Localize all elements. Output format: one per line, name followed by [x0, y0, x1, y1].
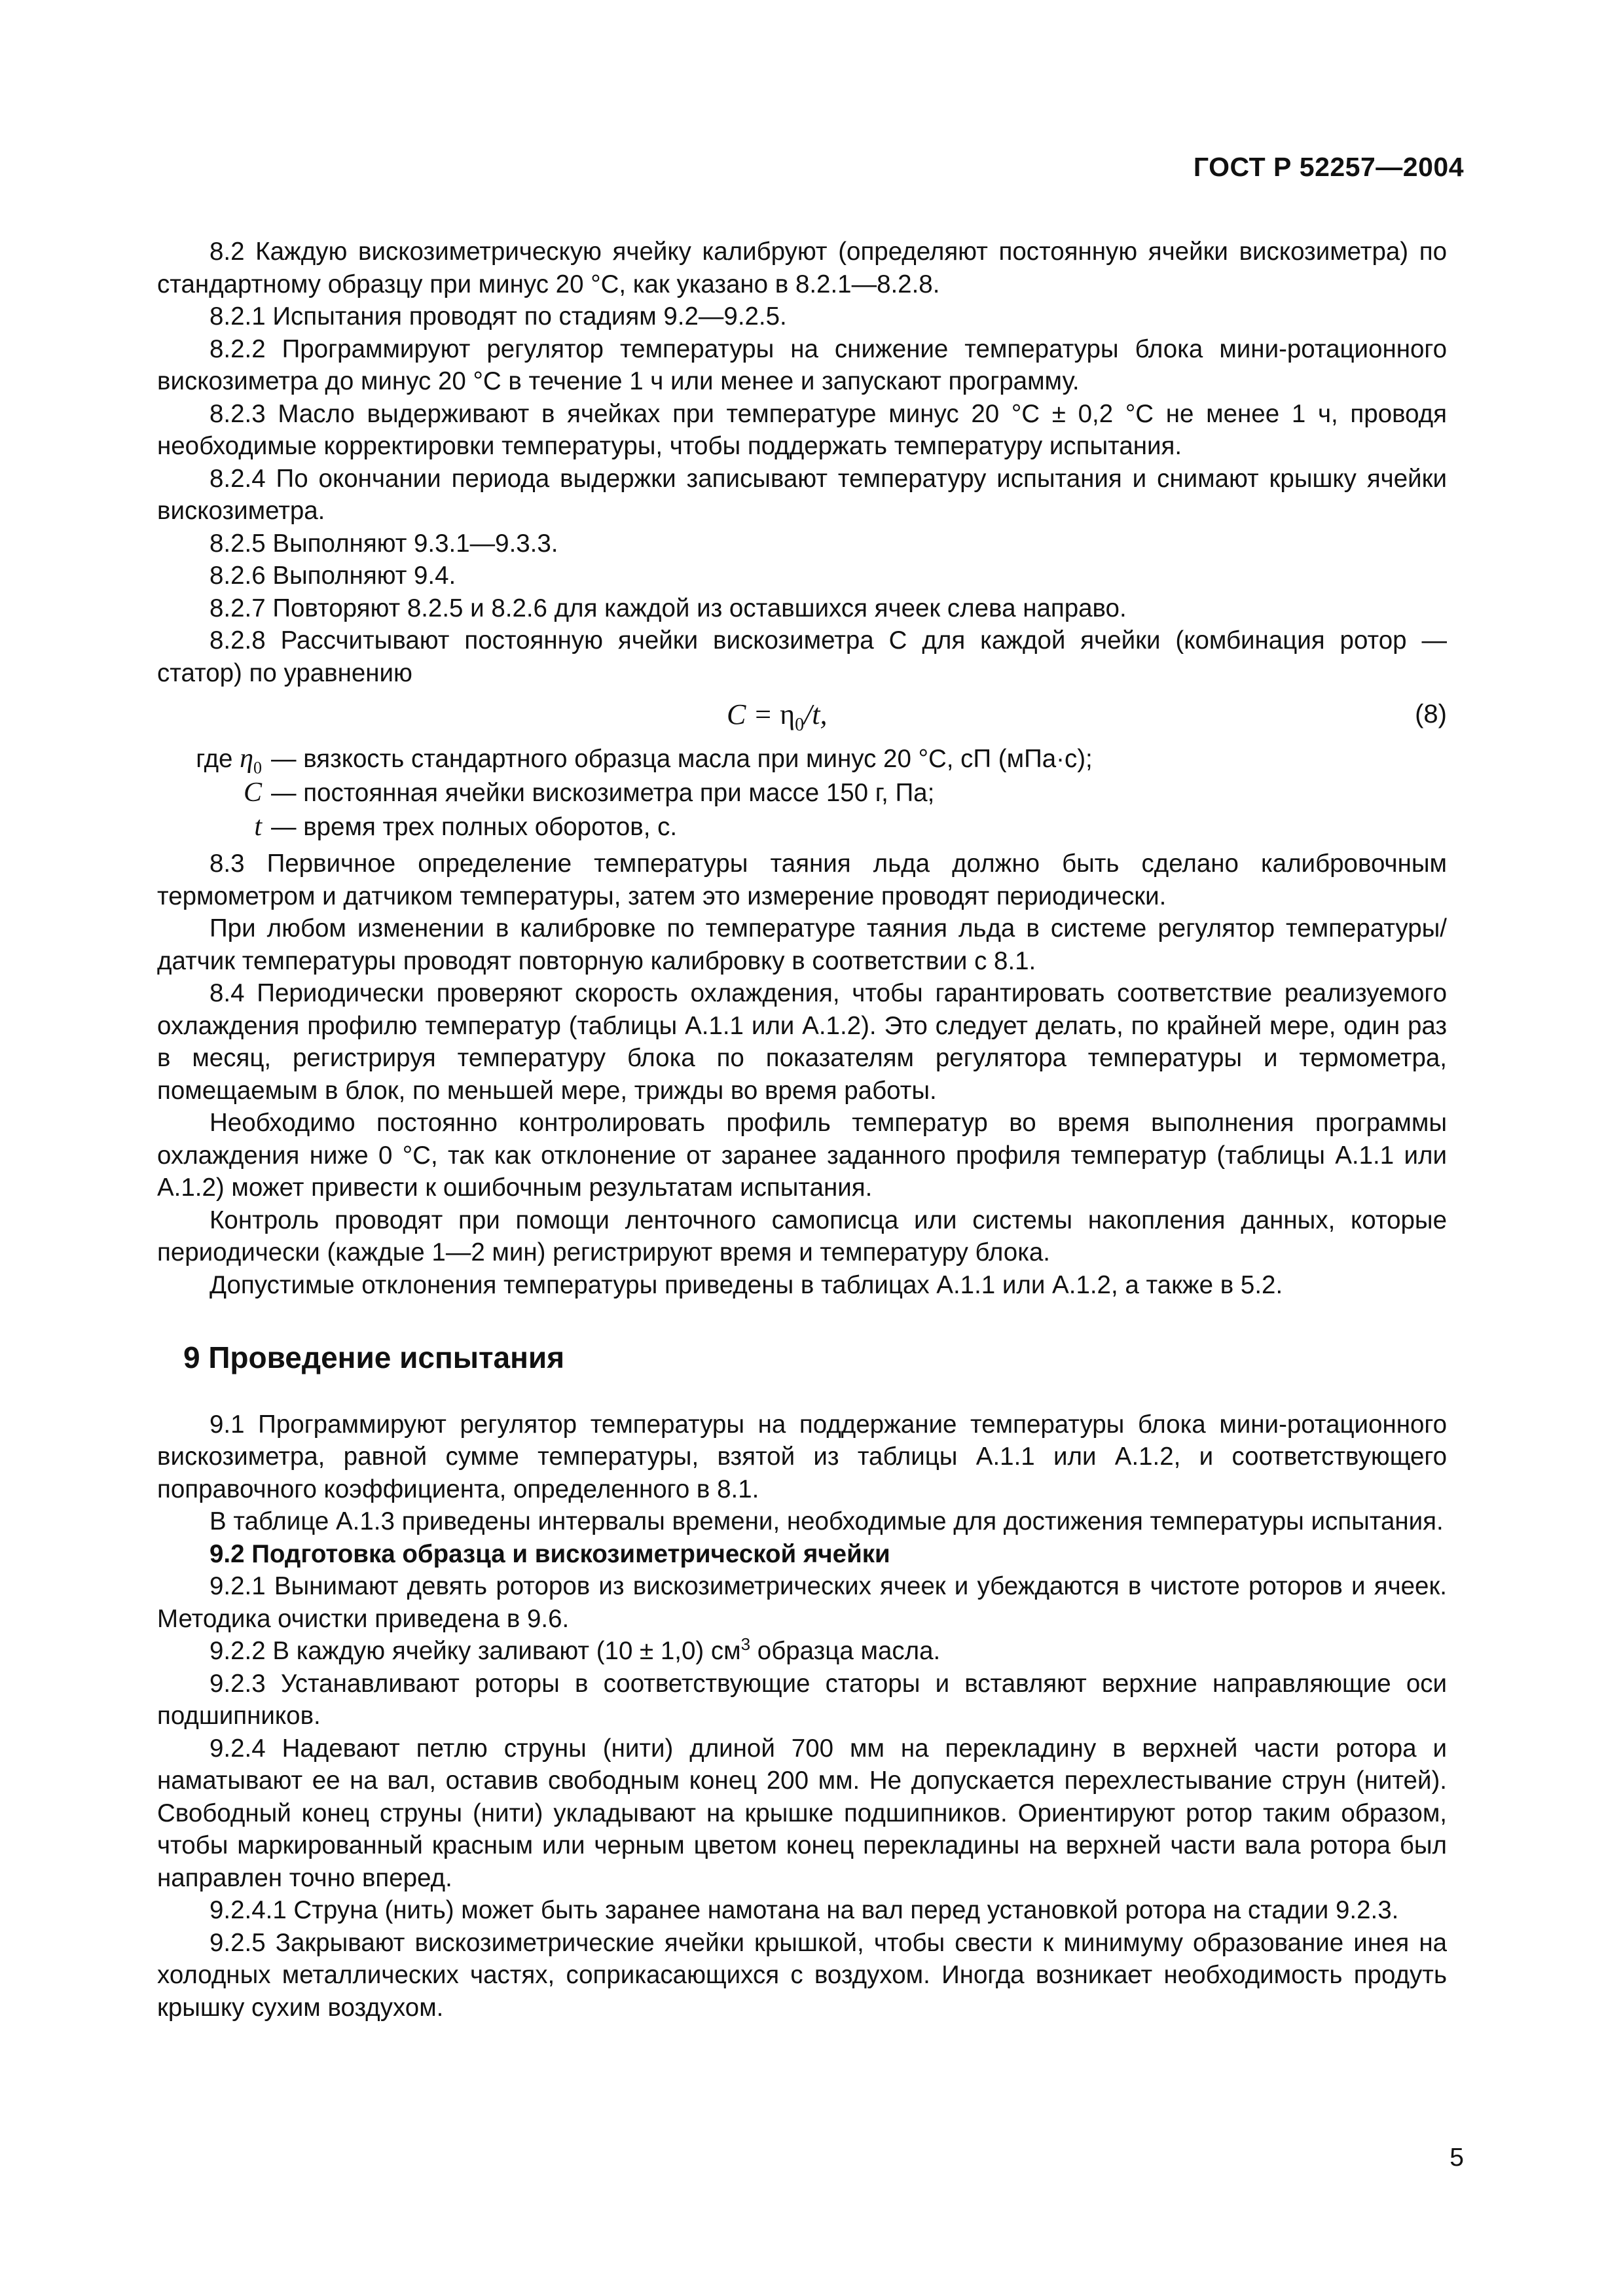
formula-rhs: /t, [804, 698, 828, 730]
paragraph: 8.2.2 Программируют регулятор температуры на снижение температуры блока мини-ротационного вискозиметра до минус 20 °C в течение 1 ч или менее и запускают программу. [157, 334, 1447, 395]
formula-eta: η [780, 698, 795, 730]
paragraph: 8.2.4 По окончании периода выдержки записывают температуру испытания и снимают крышку ячейки вискозиметра. [157, 464, 1447, 525]
paragraph [157, 1635, 1447, 1668]
definition-row [157, 811, 1447, 845]
paragraph: 9.2.5 Закрывают вискозиметрические ячейки крышкой, чтобы свести к минимуму образование инея на холодных металлических частях, соприкасающихся с воздухом. Иногда возникает необходимость продуть крышку сухим воздухом. [157, 1928, 1447, 2022]
symbol-t: t [254, 812, 262, 842]
paragraph: 9.2.4.1 Струна (нить) может быть заранее намотана на вал перед установкой ротора на стадии 9.2.3. [210, 1896, 1399, 1924]
variable-definitions [157, 743, 1447, 845]
formula-lhs: C [727, 698, 746, 730]
paragraph: 9.2.1 Вынимают девять роторов из вискозиметрических ячеек и убеждаются в чистоте роторов и ячеек. Методика очистки приведена в 9.6. [157, 1572, 1447, 1633]
definition-prefix: где [196, 745, 240, 773]
formula-subscript: 0 [795, 714, 805, 735]
definition-symbol [157, 811, 271, 844]
definition-row [157, 743, 1447, 777]
symbol-c: C [243, 778, 262, 808]
section-heading: 9 Проведение испытания [183, 1340, 565, 1374]
paragraph: 9.1 Программируют регулятор температуры на поддержание температуры блока мини-ротационного вискозиметра, равной сумме температуры, взятой из таблицы А.1.1 или А.1.2, и соответствующего поправочного коэффициента, определенного в 8.1. [157, 1410, 1447, 1503]
paragraph: Допустимые отклонения температуры приведены в таблицах А.1.1 или А.1.2, а также в 5.2. [210, 1270, 1283, 1299]
definition-text: — постоянная ячейки вискозиметра при массе 150 г, Па; [271, 779, 935, 807]
definition-row [157, 777, 1447, 811]
paragraph: 8.2.1 Испытания проводят по стадиям 9.2—9.2.5. [210, 302, 787, 331]
paragraph: 8.2.6 Выполняют 9.4. [210, 562, 456, 590]
paragraph-text: образца масла. [750, 1637, 941, 1665]
paragraph: 8.2.7 Повторяют 8.2.5 и 8.2.6 для каждой из оставшихся ячеек слева направо. [210, 594, 1127, 622]
definition-text: — вязкость стандартного образца масла при минус 20 °C, сП (мПа·с); [271, 745, 1093, 773]
paragraph: 8.2 Каждую вискозиметрическую ячейку калибруют (определяют постоянную ячейки вискозиметра) по стандартному образцу при минус 20 °C, как указано в 8.2.1—8.2.8. [157, 238, 1447, 298]
document-header: ГОСТ Р 52257—2004 [1193, 152, 1464, 182]
paragraph: 8.2.3 Масло выдерживают в ячейках при температуре минус 20 °C ± 0,2 °C не менее 1 ч, проводя необходимые корректировки температуры, чтобы поддержать температуру испытания. [157, 399, 1447, 460]
equation-number: (8) [1415, 700, 1447, 728]
paragraph: 9.2.4 Надевают петлю струны (нити) длиной 700 мм на перекладину в верхней части ротора и наматывают ее на вал, оставив свободным конец 200 мм. Не допускается перехлестывание струн (нитей). Свободный конец струны (нити) укладывают на крышке подшипников. Ориентируют ротор таким образом, чтобы маркированный красным или черным цветом конец перекладины на верхней части вала ротора был направлен точно вперед. [157, 1734, 1447, 1892]
paragraph: В таблице А.1.3 приведены интервалы времени, необходимые для достижения температуры испытания. [210, 1507, 1444, 1535]
page-body [157, 236, 1447, 2024]
paragraph: Необходимо постоянно контролировать профиль температур во время выполнения программы охлаждения ниже 0 °C, так как отклонение от заранее заданного профиля температур (таблицы А.1.1 или А.1.2) может привести к ошибочным результатам испытания. [157, 1109, 1447, 1202]
equation-8 [157, 693, 1447, 736]
page-number: 5 [1450, 2144, 1464, 2172]
paragraph: 8.2.5 Выполняют 9.3.1—9.3.3. [210, 529, 558, 558]
subsection-heading: 9.2 Подготовка образца и вискозиметрической ячейки [210, 1539, 890, 1568]
formula-equals: = [746, 698, 780, 730]
formula [727, 698, 828, 741]
paragraph: При любом изменении в калибровке по температуре таяния льда в системе регулятор температуры/датчик температуры проводят повторную калибровку в соответствии с 8.1. [157, 914, 1447, 975]
paragraph: 8.3 Первичное определение температуры таяния льда должно быть сделано калибровочным термометром и датчиком температуры, затем это измерение проводят периодически. [157, 850, 1447, 910]
definition-symbol [157, 777, 271, 810]
superscript: 3 [740, 1634, 751, 1655]
paragraph: 8.4 Периодически проверяют скорость охлаждения, чтобы гарантировать соответствие реализуемого охлаждения профилю температур (таблицы А.1.1 или А.1.2). Это следует делать, по крайней мере, один раз в месяц, регистрируя температуру блока по показателям регулятора температуры и термометра, помещаемым в блок, по меньшей мере, трижды во время работы. [157, 979, 1447, 1105]
symbol-eta: η [240, 744, 253, 774]
paragraph: 9.2.3 Устанавливают роторы в соответствующие статоры и вставляют верхние направляющие оси подшипников. [157, 1669, 1447, 1730]
paragraph: 8.2.8 Рассчитывают постоянную ячейки вискозиметра C для каждой ячейки (комбинация ротор — статор) по уравнению [157, 626, 1447, 687]
paragraph-text: 9.2.2 В каждую ячейку заливают (10 ± 1,0) см [210, 1637, 741, 1665]
definition-text: — время трех полных оборотов, с. [271, 813, 678, 841]
symbol-subscript: 0 [253, 758, 262, 778]
paragraph: Контроль проводят при помощи ленточного самописца или системы накопления данных, которые периодически (каждые 1—2 мин) регистрируют время и температуру блока. [157, 1206, 1447, 1266]
